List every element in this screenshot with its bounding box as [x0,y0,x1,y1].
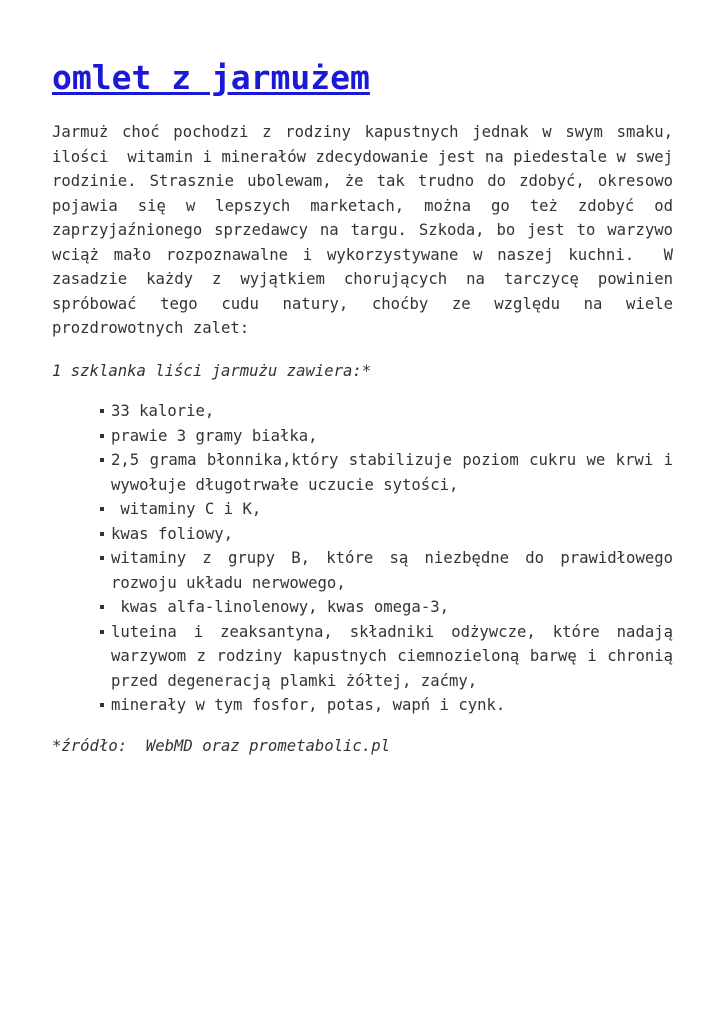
list-item [111,546,683,595]
bullet-icon [100,556,104,560]
list-item [111,693,673,718]
list-item [111,497,673,522]
list-item-text: kwas alfa-linolenowy, kwas omega-3, [111,598,449,616]
list-item-text: prawie 3 gramy białka, [111,426,318,445]
list-item [111,522,673,547]
bullet-icon [100,532,104,536]
nutrients-heading: 1 szklanka liści jarmużu zawiera:* [52,361,372,380]
bullet-icon [100,703,104,707]
bullet-icon [100,458,104,462]
bullet-icon [100,630,104,634]
source-note: *źródło: WebMD oraz prometabolic.pl [52,736,390,755]
list-item-text: luteina i zeaksantyna, składniki odżywcze, które nadają warzywom z rodziny kapustnych ciemnozieloną barwę i chronią przed degeneracją plamki żółtej, zaćmy, [111,622,683,690]
list-item-text: minerały w tym fosfor, potas, wapń i cynk. [111,696,506,714]
bullet-icon [100,434,104,438]
list-item-text: witaminy C i K, [111,500,262,518]
list-item [111,399,673,424]
list-item [111,595,673,620]
list-item-text: 33 kalorie, [111,402,215,420]
list-item [111,424,673,449]
bullet-icon [100,409,104,413]
article [52,52,683,758]
article-intro: Jarmuż choć pochodzi z rodziny kapustnych jednak w swym smaku, ilości witamin i minerałów zdecydowanie jest na piedestale w swej rodzinie. Strasznie ubolewam, że tak trudno do zdobyć, okresowo pojawia się w lepszych marketach, można go też zdobyć od zaprzyjaźnionego sprzedawcy na targu. Szkoda, bo jest to warzywo wciąż mało rozpoznawalne i wykorzystywane w naszej kuchni. W zasadzie każdy z wyjątkiem chorujących na tarczycę powinien spróbować tego cudu natury, choćby ze względu na wiele prozdrowotnych zalet: [52,123,683,337]
list-item [111,620,683,694]
list-item-text: witaminy z grupy B, które są niezbędne do prawidłowego rozwoju układu nerwowego, [111,549,683,592]
bullet-icon [100,605,104,609]
list-item-text: kwas foliowy, [111,524,234,543]
article-title [52,52,673,104]
list-item [111,448,683,497]
nutrients-list [52,399,683,718]
list-item-text: 2,5 grama błonnika,który stabilizuje poziom cukru we krwi i wywołuje długotrwałe uczucie sytości, [111,451,683,494]
bullet-icon [100,507,104,511]
article-title-link[interactable]: omlet z jarmużem [52,58,370,97]
